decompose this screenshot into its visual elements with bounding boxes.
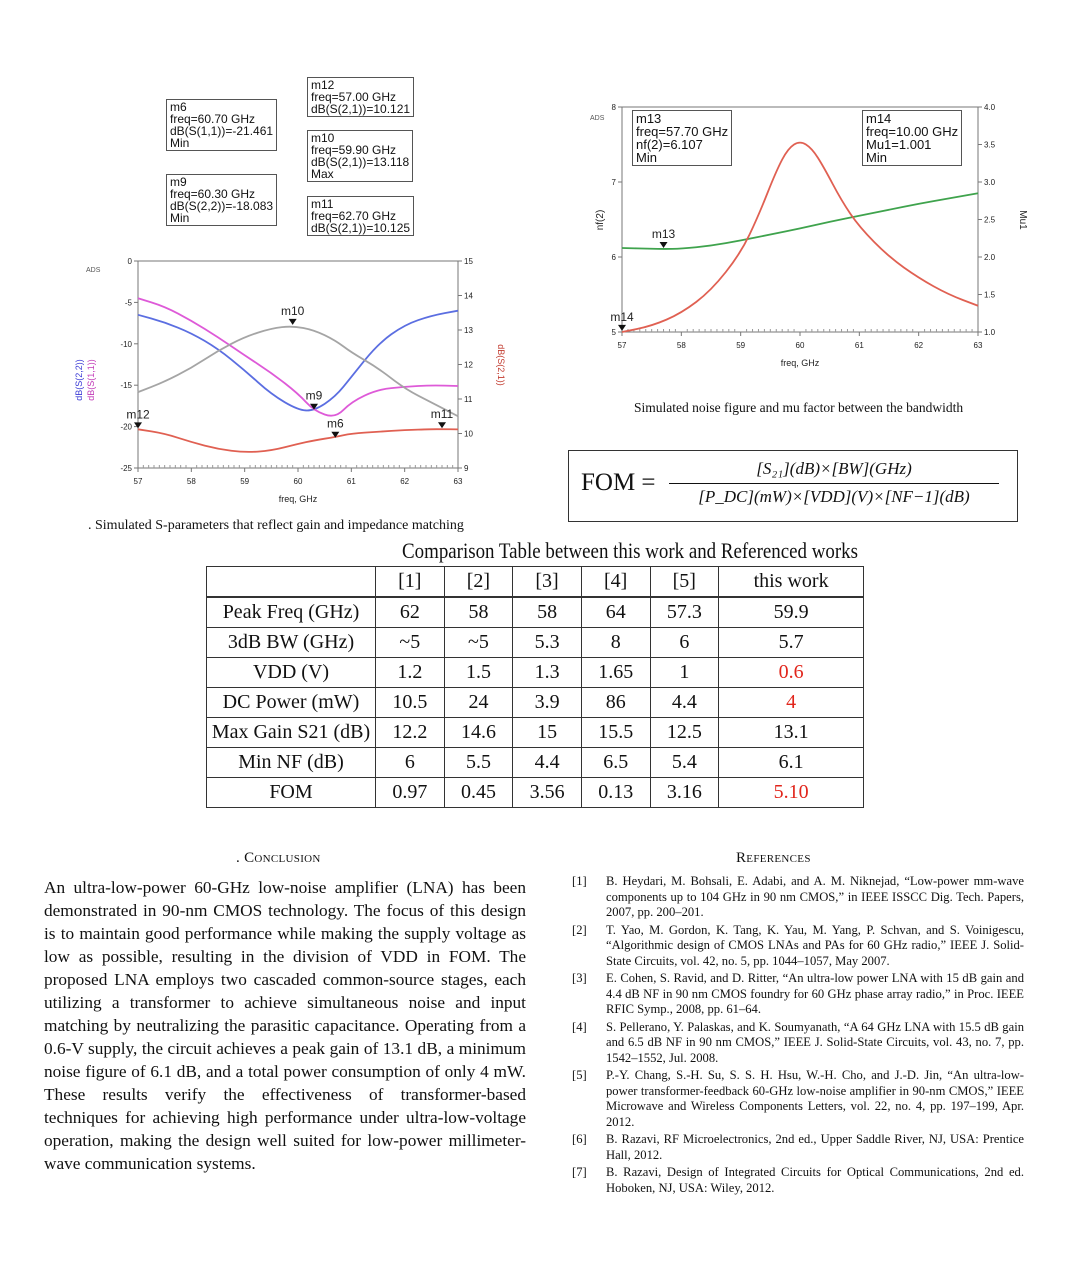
table-cell: 64: [581, 597, 650, 628]
sp-x-tick-label: 58: [186, 477, 196, 486]
reference-item: [572, 1165, 1024, 1196]
table-cell: 3.16: [650, 778, 719, 808]
reference-item: [572, 923, 1024, 970]
table-cell: 3.9: [513, 688, 582, 718]
marker-triangle-m9: [310, 404, 318, 410]
table-column-header: [2]: [444, 567, 513, 598]
sp-y-right-label: dB(S(2,1)): [496, 344, 506, 386]
reference-item: [572, 1068, 1024, 1130]
table-row: [207, 658, 864, 688]
nf-x-tick-label: 60: [795, 341, 805, 350]
nf-y-right-tick-label: 4.0: [984, 103, 996, 112]
reference-number: [7]: [572, 1165, 587, 1179]
marker-triangle-m6: [331, 432, 339, 438]
table-cell: 5.5: [444, 748, 513, 778]
table-cell: 13.1: [719, 718, 864, 748]
sp-ads-label: ADS: [86, 267, 101, 274]
marker-label-m14: m14: [610, 309, 634, 324]
nf-y-right-tick-label: 1.0: [984, 328, 996, 337]
marker-box-m11: m11 freq=62.70 GHz dB(S(2,1))=10.125: [307, 196, 414, 236]
sp-y-left-label-1: dB(S(2,2)): [74, 359, 84, 401]
table-cell: 4: [719, 688, 864, 718]
references-list: [572, 874, 1024, 1198]
table-cell: 6: [376, 748, 445, 778]
table-cell: 58: [444, 597, 513, 628]
table-cell: 1: [650, 658, 719, 688]
marker-m14: [610, 310, 634, 331]
table-cell: 6.1: [719, 748, 864, 778]
table-cell: 4.4: [513, 748, 582, 778]
marker-label-m6: m6: [326, 416, 344, 431]
table-cell: 0.97: [376, 778, 445, 808]
conclusion-text: An ultra-low-power 60-GHz low-noise amplifier (LNA) has been demonstrated in 90-nm CMOS technology. The focus of this design is to maintain good performance while making the supply voltage as low as possible, resulting in the division of VDD in FOM. The proposed LNA employs two cascaded common-source stages, each utilizing a transformer to achieve simultaneous noise and input matching by neutralizing the parasitic capacitance. Operating from a 0.6-V supply, the circuit achieves a peak gain of 13.1 dB, a minimum noise figure of 6.1 dB, and a total power consumption of only 4 mW. These results verify the effectiveness of transformer-based techniques for achieving high performance under ultra-low-voltage operation, making the design well suited for low-power millimeter-wave communication systems.: [44, 878, 526, 1173]
table-cell: 4.4: [650, 688, 719, 718]
table-cell: 6.5: [581, 748, 650, 778]
nf-series-mu1: [622, 143, 978, 332]
table-cell: 58: [513, 597, 582, 628]
marker-box-m10: m10 freq=59.90 GHz dB(S(2,1))=13.118 Max: [307, 130, 413, 182]
reference-number: [4]: [572, 1019, 587, 1034]
table-row-label: Max Gain S21 (dB): [207, 718, 376, 748]
marker-triangle-m13: [660, 242, 668, 248]
sp-y-left-tick-label: -10: [120, 339, 132, 349]
reference-text: S. Pellerano, Y. Palaskas, and K. Soumyanath, “A 64 GHz LNA with 15.5 dB gain and 6.5 dB NF in 90 nm CMOS,” IEEE J. Solid-State Circuits, vol. 43, no. 7, pp. 1542–1552, Jul. 2008.: [606, 1019, 1024, 1065]
table-cell: 24: [444, 688, 513, 718]
table-cell: 6: [650, 628, 719, 658]
comparison-table: [206, 566, 864, 808]
marker-triangle-m11: [438, 422, 446, 428]
table-cell: 86: [581, 688, 650, 718]
reference-text: E. Cohen, S. Ravid, and D. Ritter, “An ultra-low power LNA with 15 dB gain and 4.4 dB NF in 90 nm CMOS foundry for 60 GHz phase array radio,” in Proc. IEEE RFIC Symp., 2008, pp. 61–64.: [606, 971, 1024, 1016]
table-row-label: Peak Freq (GHz): [207, 597, 376, 628]
table-cell: ~5: [376, 628, 445, 658]
marker-m12: [126, 407, 150, 428]
marker-m11: [431, 407, 454, 428]
reference-item: [572, 1132, 1024, 1163]
sp-x-tick-label: 57: [133, 477, 143, 486]
table-column-header: [4]: [581, 567, 650, 598]
nf-y-left-tick-label: 7: [611, 178, 616, 187]
table-cell: 1.2: [376, 658, 445, 688]
table-cell: 1.65: [581, 658, 650, 688]
table-cell: 57.3: [650, 597, 719, 628]
table-cell: 15: [513, 718, 582, 748]
conclusion-heading: . Conclusion: [236, 850, 321, 866]
sp-y-left-tick-label: -20: [120, 422, 132, 432]
reference-text: B. Razavi, RF Microelectronics, 2nd ed., Upper Saddle River, NJ, USA: Prentice Hall, 2012.: [606, 1132, 1024, 1162]
reference-text: T. Yao, M. Gordon, K. Tang, K. Yau, M. Yang, P. Schvan, and S. Voinigescu, “Algorithmic design of CMOS LNAs and PAs for 60 GHz radio,” IEEE J. Solid-State Circuits, vol. 42, no. 5, pp. 1044–1057, May 2007.: [606, 922, 1024, 968]
reference-number: [2]: [572, 922, 587, 937]
table-column-header: [3]: [513, 567, 582, 598]
sp-x-tick-label: 61: [346, 477, 356, 486]
table-cell: 1.5: [444, 658, 513, 688]
table-row-label: [207, 567, 376, 598]
marker-label-m10: m10: [280, 303, 305, 318]
sp-y-right-tick-label: 10: [464, 429, 473, 439]
nf-y-right-tick-label: 3.0: [984, 178, 996, 187]
table-cell: 59.9: [719, 597, 864, 628]
nf-x-axis-label: freq, GHz: [780, 358, 820, 368]
references-heading: References: [736, 850, 811, 866]
sp-x-tick-label: 59: [240, 477, 250, 486]
reference-item: [572, 1020, 1024, 1067]
table-row: [207, 688, 864, 718]
sp-plot-frame: [138, 261, 458, 468]
reference-item: [572, 971, 1024, 1018]
reference-number: [6]: [572, 1132, 587, 1146]
nf-y-right-label: Mu1: [1017, 210, 1028, 230]
sp-x-tick-label: 60: [293, 477, 303, 486]
table-row: [207, 718, 864, 748]
nf-x-tick-label: 58: [676, 341, 686, 350]
marker-m6: [327, 417, 344, 438]
fom-equation: [568, 450, 1018, 522]
fom-lhs: FOM =: [581, 469, 656, 496]
table-row: [207, 597, 864, 628]
table-row: [207, 628, 864, 658]
table-row-label: Min NF (dB): [207, 748, 376, 778]
reference-number: [5]: [572, 1068, 587, 1082]
nf-y-right-tick-label: 2.5: [984, 215, 996, 225]
sp-y-right-tick-label: 13: [464, 326, 473, 335]
sp-series-gain-high: [138, 327, 458, 417]
table-cell: 0.6: [719, 658, 864, 688]
sp-y-left-tick-label: -5: [124, 298, 132, 308]
table-cell: 0.45: [444, 778, 513, 808]
table-column-header: this work: [719, 567, 864, 598]
sp-y-left-tick-label: 0: [127, 257, 132, 266]
table-cell: 12.5: [650, 718, 719, 748]
nf-caption: Simulated noise figure and mu factor between the bandwidth: [634, 400, 964, 415]
reference-text: B. Heydari, M. Bohsali, E. Adabi, and A. M. Niknejad, “Low-power mm-wave components up to 104 GHz in 90 nm CMOS,” in IEEE ISSCC Dig. Tech. Papers, 2007, pp. 200–201.: [606, 874, 1024, 919]
table-cell: 5.7: [719, 628, 864, 658]
nf-y-left-label: nf(2): [595, 209, 606, 231]
table-cell: 12.2: [376, 718, 445, 748]
sp-y-right-tick-label: 15: [464, 257, 473, 266]
sp-x-tick-label: 62: [400, 477, 410, 486]
table-title: Comparison Table between this work and Referenced works: [402, 538, 858, 563]
sp-y-left-tick-label: -15: [120, 381, 132, 391]
marker-triangle-m14: [618, 325, 626, 331]
table-cell: 5.4: [650, 748, 719, 778]
table-cell: 0.13: [581, 778, 650, 808]
table-row-label: FOM: [207, 778, 376, 808]
sp-y-right-tick-label: 14: [464, 291, 473, 301]
table-row-label: DC Power (mW): [207, 688, 376, 718]
sp-series-db-s-1-1-: [138, 311, 458, 411]
sp-y-left-label-2: dB(S(1,1)): [86, 359, 96, 401]
table-cell: 5.10: [719, 778, 864, 808]
table-row-label: 3dB BW (GHz): [207, 628, 376, 658]
marker-box-m6: m6 freq=60.70 GHz dB(S(1,1))=-21.461 Min: [166, 99, 277, 151]
table-cell: 3.56: [513, 778, 582, 808]
table-column-header: [1]: [376, 567, 445, 598]
fom-numerator: [S₂₁](dB)×[BW](GHz): [756, 459, 912, 478]
marker-box-m14: m14 freq=10.00 GHz Mu1=1.001 Min: [862, 110, 962, 166]
nf-y-right-tick-label: 2.0: [984, 253, 996, 262]
sp-y-right-tick-label: 9: [464, 464, 469, 473]
nf-x-tick-label: 63: [973, 341, 983, 350]
nf-y-right-tick-label: 1.5: [984, 290, 996, 300]
nf-y-left-tick-label: 8: [611, 103, 616, 112]
sp-x-axis-label: freq, GHz: [278, 494, 318, 504]
marker-triangle-m12: [134, 422, 142, 428]
reference-number: [1]: [572, 874, 587, 888]
nf-y-right-tick-label: 3.5: [984, 140, 996, 150]
sp-series-db-s-2-2-: [138, 298, 458, 415]
marker-m13: [652, 227, 676, 248]
nf-x-tick-label: 61: [854, 341, 864, 350]
reference-text: P.-Y. Chang, S.-H. Su, S. S. H. Hsu, W.-H. Cho, and J.-D. Jin, “An ultra-low-power transformer-feedback 60-GHz low-noise amplifier in 90-nm CMOS,” IEEE Microwave and Wireless Components Letters, vol. 22, no. 4, pp. 197–199, Apr. 2012.: [606, 1068, 1024, 1129]
reference-item: [572, 874, 1024, 921]
sparam-caption: . Simulated S-parameters that reflect gain and impedance matching: [88, 518, 464, 533]
sp-y-right-tick-label: 11: [464, 395, 473, 404]
sp-y-left-tick-label: -25: [120, 464, 132, 473]
marker-box-m12: m12 freq=57.00 GHz dB(S(2,1))=10.121: [307, 77, 414, 117]
table-row: [207, 748, 864, 778]
reference-number: [3]: [572, 971, 587, 985]
marker-box-m13: m13 freq=57.70 GHz nf(2)=6.107 Min: [632, 110, 732, 166]
sp-series-db-s-2-1-: [138, 429, 458, 452]
nf-series-nf-2-: [622, 193, 978, 249]
marker-label-m12: m12: [126, 407, 150, 422]
nf-x-tick-label: 62: [914, 341, 924, 350]
table-cell: 1.3: [513, 658, 582, 688]
marker-label-m13: m13: [651, 226, 676, 241]
reference-text: B. Razavi, Design of Integrated Circuits for Optical Communications, 2nd ed. Hoboken, NJ, USA: Wiley, 2012.: [606, 1165, 1024, 1195]
nf-x-tick-label: 57: [617, 341, 627, 350]
marker-m10: [281, 304, 305, 325]
marker-triangle-m10: [289, 319, 297, 325]
marker-m9: [306, 389, 323, 410]
table-column-header: [5]: [650, 567, 719, 598]
marker-label-m9: m9: [305, 388, 323, 403]
table-cell: 8: [581, 628, 650, 658]
sp-x-tick-label: 63: [453, 477, 463, 486]
fom-fraction-bar: [669, 483, 999, 484]
table-row: [207, 778, 864, 808]
marker-box-m9: m9 freq=60.30 GHz dB(S(2,2))=-18.083 Min: [166, 174, 277, 226]
nf-ads-label: ADS: [590, 115, 605, 122]
table-cell: 62: [376, 597, 445, 628]
nf-y-left-tick-label: 6: [611, 253, 616, 262]
table-header-row: [207, 567, 864, 598]
table-cell: ~5: [444, 628, 513, 658]
table-cell: 10.5: [376, 688, 445, 718]
table-row-label: VDD (V): [207, 658, 376, 688]
fom-denominator: [P_DC](mW)×[VDD](V)×[NF−1](dB): [698, 487, 970, 506]
table-cell: 5.3: [513, 628, 582, 658]
table-cell: 14.6: [444, 718, 513, 748]
nf-x-tick-label: 59: [736, 341, 746, 350]
nf-y-left-tick-label: 5: [611, 328, 616, 337]
table-cell: 15.5: [581, 718, 650, 748]
sp-y-right-tick-label: 12: [464, 360, 473, 370]
marker-label-m11: m11: [430, 407, 454, 422]
